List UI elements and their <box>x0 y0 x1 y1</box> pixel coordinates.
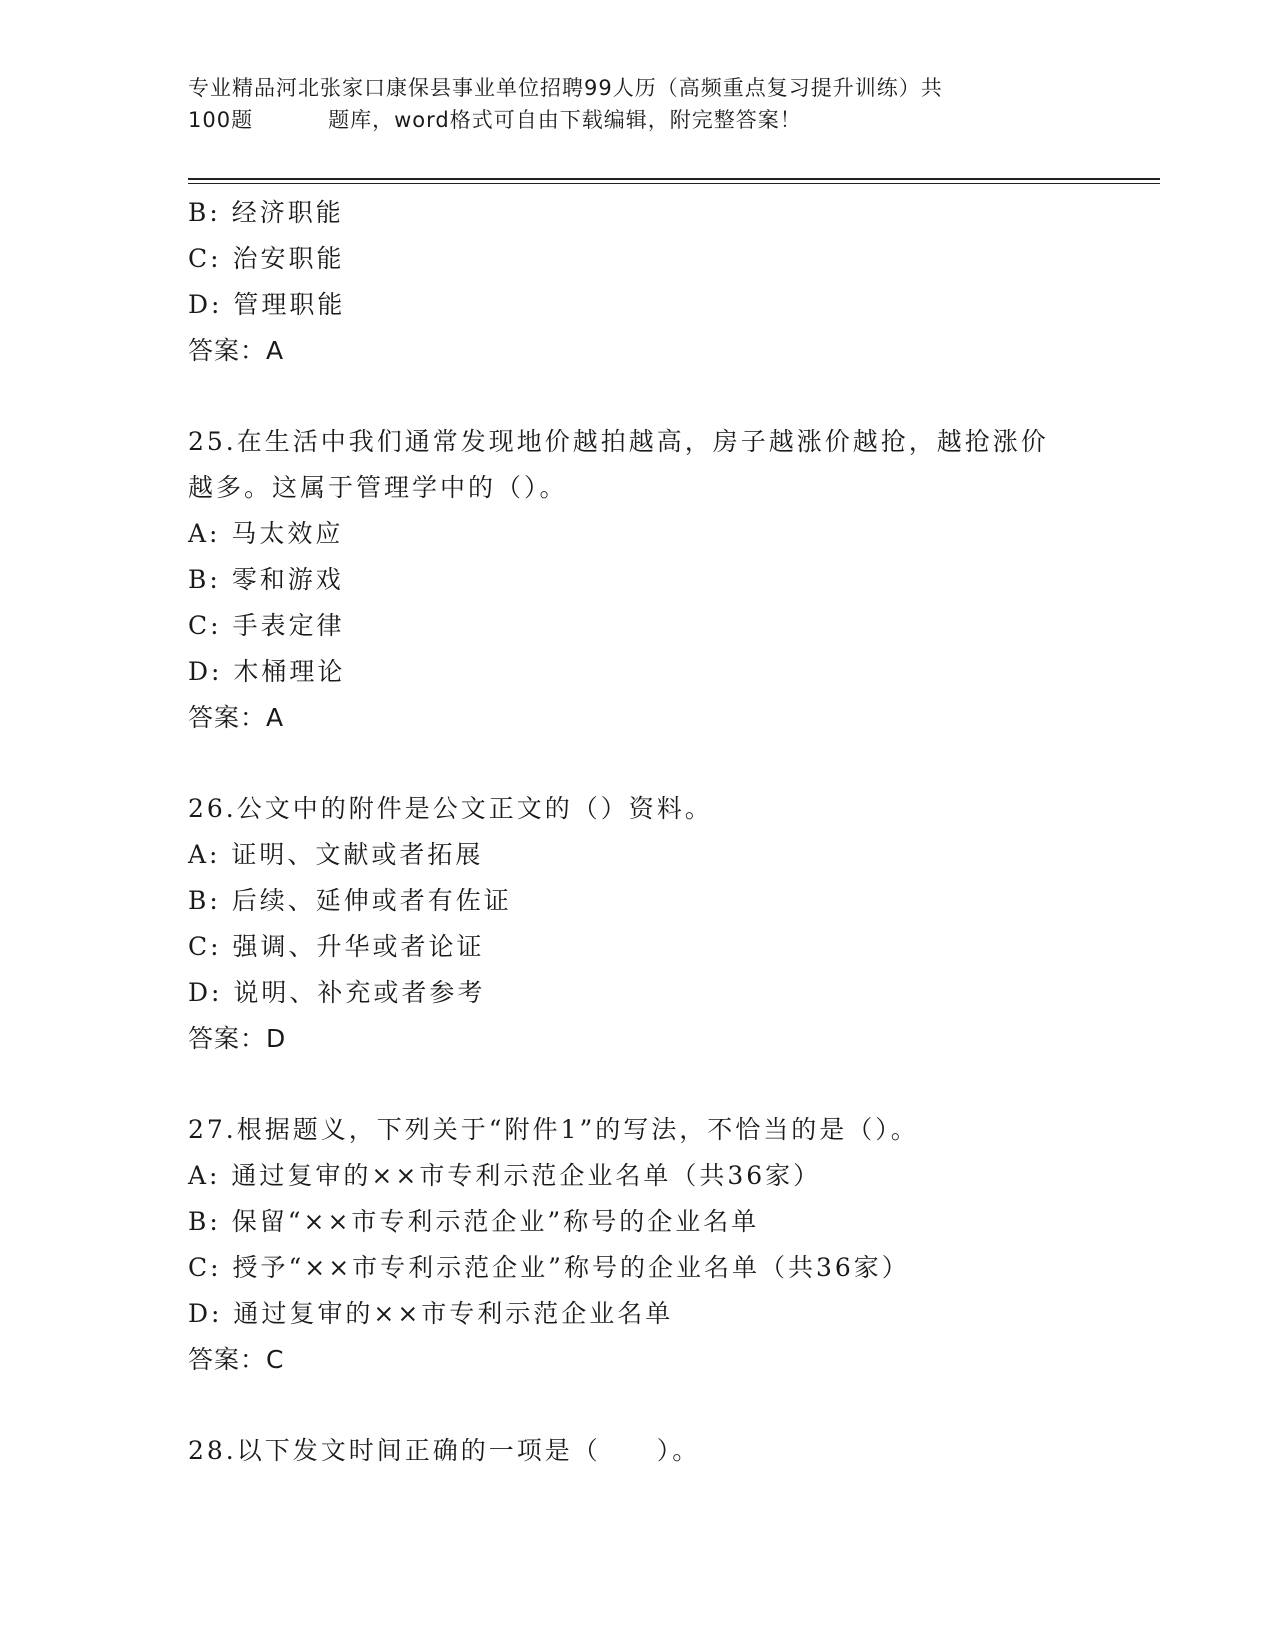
answer: 答案：D <box>188 1024 287 1053</box>
option-a: A: 证明、文献或者拓展 <box>188 840 484 869</box>
question-stem-line1: 25.在生活中我们通常发现地价越拍越高，房子越涨价越抢，越抢涨价 <box>188 427 1049 456</box>
question-25 <box>188 419 1088 741</box>
option-c: C: 手表定律 <box>188 611 345 640</box>
question-stem-line1: 27.根据题义，下列关于“附件1”的写法，不恰当的是（）。 <box>188 1115 919 1144</box>
option-a: A: 马太效应 <box>188 519 344 548</box>
option-a: A: 通过复审的××市专利示范企业名单（共36家） <box>188 1161 822 1190</box>
question-26 <box>188 786 1088 1062</box>
question-stem-line1: 28.以下发文时间正确的一项是（ ）。 <box>188 1436 701 1465</box>
option-d: D: 说明、补充或者参考 <box>188 978 486 1007</box>
option-d: D: 通过复审的××市专利示范企业名单 <box>188 1299 674 1328</box>
header-divider-thick <box>188 178 1160 180</box>
question-stem-line1: 26.公文中的附件是公文正文的（）资料。 <box>188 794 713 823</box>
document-header <box>188 72 1058 136</box>
option-b: B: 后续、延伸或者有佐证 <box>188 886 512 915</box>
answer: 答案：C <box>188 1345 285 1374</box>
option-c: C: 强调、升华或者论证 <box>188 932 485 961</box>
header-count: 100题 <box>188 108 254 132</box>
header-title-line2 <box>188 104 1058 136</box>
header-divider-thin <box>188 183 1160 184</box>
option-d: D: 木桶理论 <box>188 657 346 686</box>
option-b: B: 零和游戏 <box>188 565 344 594</box>
question-stem-line2: 越多。这属于管理学中的（）。 <box>188 473 568 502</box>
option-d: D: 管理职能 <box>188 290 346 319</box>
option-b: B: 经济职能 <box>188 198 344 227</box>
question-24-continued <box>188 190 1088 374</box>
answer: 答案：A <box>188 336 285 365</box>
question-27 <box>188 1107 1088 1383</box>
header-title-line1: 专业精品河北张家口康保县事业单位招聘99人历（高频重点复习提升训练）共 <box>188 76 943 100</box>
header-subtitle: 题库，word格式可自由下载编辑，附完整答案！ <box>328 108 802 132</box>
answer: 答案：A <box>188 703 285 732</box>
question-28 <box>188 1428 1088 1474</box>
option-c: C: 授予“××市专利示范企业”称号的企业名单（共36家） <box>188 1253 910 1282</box>
option-b: B: 保留“××市专利示范企业”称号的企业名单 <box>188 1207 760 1236</box>
option-c: C: 治安职能 <box>188 244 345 273</box>
question-list <box>188 190 1088 1474</box>
